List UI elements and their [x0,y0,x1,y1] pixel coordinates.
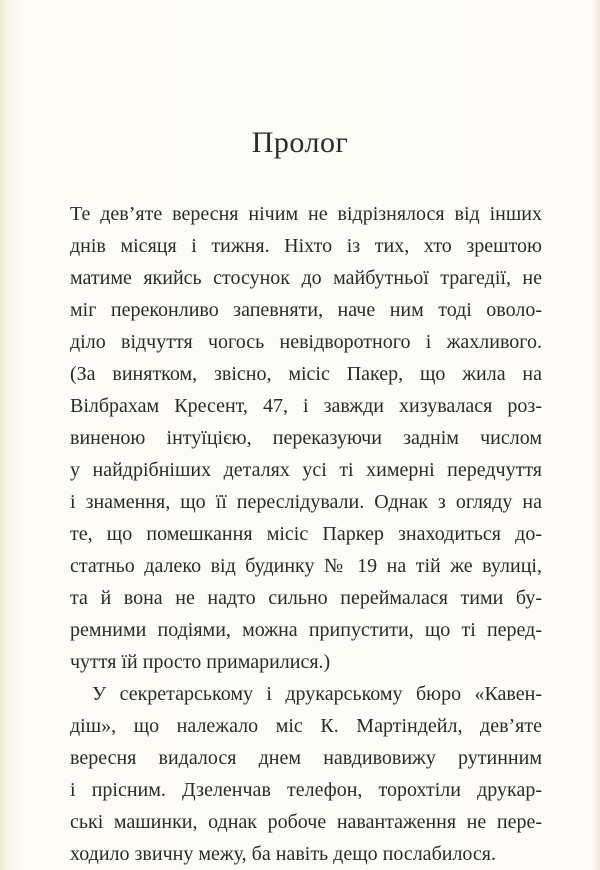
text-line: і знамення, що її переслідували. Однак з огляду на [70,491,542,513]
text-line: статньо далеко від будинку № 19 на тій же вулиці, [70,555,542,577]
text-line: у найдрібніших деталях усі ті химерні передчуття [70,459,542,481]
text-line: ходило звичну межу, ба навіть дещо послабилося. [70,843,496,865]
text-line: виненою інтуїцією, переказуючи заднім числом [70,427,542,449]
text-line: те, що помешкання місіс Паркер знаходиться до- [70,523,542,545]
text-line: ремними подіями, можна припустити, що ті перед- [70,619,542,641]
chapter-body [70,198,542,870]
paragraph-1 [70,198,542,678]
paragraph-2 [70,678,542,870]
text-line: вересня видалося днем навдивовижу рутинним [70,747,542,769]
text-line: Вілбрахам Кресент, 47, і завжди хизувалася роз- [70,395,542,417]
text-line: (За винятком, звісно, місіс Пакер, що жила на [70,363,542,385]
chapter-title: Пролог [251,126,349,159]
text-line: Те дев’яте вересня нічим не відрізнялося від інших [70,203,542,225]
text-line: міг переконливо запевняти, наче ним тоді оволо- [70,299,542,321]
text-line: матиме якийсь стосунок до майбутньої трагедії, не [70,267,542,289]
text-line: та й вона не надто сильно переймалася тими бу- [70,587,542,609]
text-line: чуття їй просто примарилися.) [70,651,331,673]
text-line: і прісним. Дзеленчав телефон, торохтіли друкар- [70,779,542,801]
text-line: ські машинки, однак робоче навантаження не пере- [70,811,542,833]
text-line: діш», що належало міс К. Мартіндейл, дев’яте [70,715,542,737]
text-line: діло відчуття чогось невідворотного і жахливого. [70,331,542,353]
text-line: У секретарському і друкарському бюро «Кавен- [92,683,542,705]
text-line: днів місяця і тижня. Ніхто із тих, хто зрештою [70,235,542,257]
